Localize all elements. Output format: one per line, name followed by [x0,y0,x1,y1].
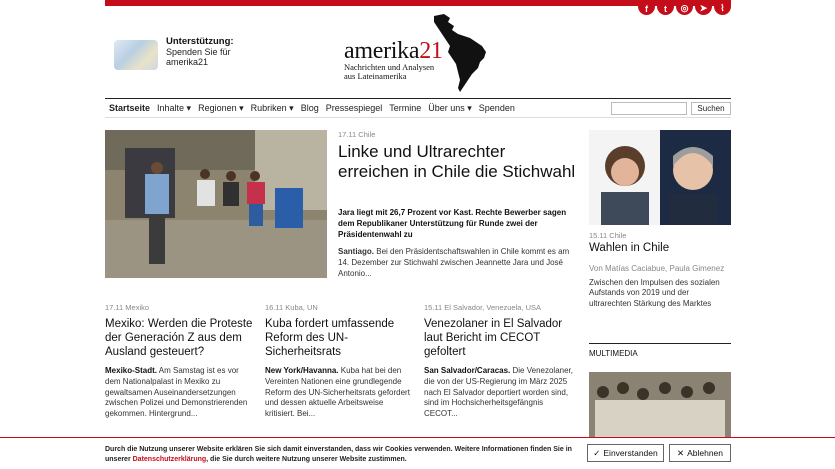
support-title: Unterstützung: [166,36,234,47]
article-card [265,303,415,420]
article-title[interactable]: Kuba fordert umfassende Reform des UN-Sicherheitsrats [265,318,395,359]
hero-body-text: Bei den Präsidentschaftswahlen in Chile kommt es am 14. Dezember zur Stichwahl zwischen Jeannette Jara und José Antonio... [338,247,570,278]
article-meta: 17.11 Mexiko [105,303,150,312]
article-meta: 15.11 El Salvador, Venezuela, USA [424,303,542,312]
cookie-banner [0,437,835,469]
article-meta: 16.11 Kuba, UN [265,303,318,312]
article-body: New York/Havanna. Kuba hat bei den Vereinten Nationen eine grundlegende Reform des UN-Sicherheitsrats gefordert und dessen aktuelle Arbeitsweise kritisiert. Bei... [265,366,410,419]
article-card [424,303,574,420]
multimedia-image[interactable] [589,372,731,440]
social-icons [638,0,731,15]
logo-wordmark: amerika21 [344,38,443,64]
nav-blog[interactable]: Blog [300,103,319,113]
accept-button[interactable]: ✓ Einverstanden [587,444,664,462]
sidebar-title[interactable]: Wahlen in Chile [589,242,670,254]
nav-termine[interactable]: Termine [389,103,422,113]
hero-dateline: Santiago. [338,247,375,256]
support-banner[interactable] [114,36,234,70]
sidebar-image[interactable] [589,130,731,225]
support-line1: Spenden Sie für [166,47,231,57]
nav-ueber-uns[interactable]: Über uns ▾ [428,102,472,113]
nav-rubriken[interactable]: Rubriken ▾ [250,102,294,113]
cookie-text: Durch die Nutzung unserer Website erklären Sie sich damit einverstanden, dass wir Cookies verwenden. Weitere Informationen finden Sie in unserer Datenschutzerklärung, die Sie durch weitere Nutzung unserer Website zustimmen. [105,446,572,464]
sidebar-authors: Von Matías Caciabue, Paula Gimenez [589,264,725,273]
twitter-icon[interactable]: t [657,0,674,15]
check-icon: ✓ [593,447,601,458]
facebook-icon[interactable]: f [638,0,655,15]
nav-spenden[interactable]: Spenden [478,103,515,113]
nav-inhalte[interactable]: Inhalte ▾ [157,102,192,113]
hero-body [338,247,574,279]
telegram-icon[interactable]: ➤ [695,0,712,15]
sidebar-meta: 15.11 Chile [589,231,627,240]
search-input[interactable] [611,102,687,115]
close-icon: ✕ [676,447,685,458]
nav-pressespiegel[interactable]: Pressespiegel [325,103,383,113]
privacy-link[interactable]: Datenschutzerklärung [132,456,207,464]
rss-icon[interactable]: ⌇ [714,0,731,15]
nav-startseite[interactable]: Startseite [109,103,151,113]
article-body: Mexiko-Stadt. Am Samstag ist es vor dem Nationalpalast in Mexiko zu gewaltsamen Auseinandersetzungen zwischen Polizei und Demonstrierenden gekommen. Hintergrund... [105,366,248,419]
hero-image[interactable] [105,130,327,278]
instagram-icon[interactable]: ◎ [676,0,693,15]
site-logo[interactable] [342,14,502,94]
article-title[interactable]: Mexiko: Werden die Proteste der Generación Z aus dem Ausland gesteuert? [105,318,253,359]
hero-title[interactable]: Linke und Ultrarechter erreichen in Chile die Stichwahl [338,142,576,182]
logo-tagline: Nachrichten und Analysen aus Lateinamerika [344,62,435,82]
hero-lead: Jara liegt mit 26,7 Prozent vor Kast. Rechte Bewerber sagen dem Republikaner Unterstützung für Runde zwei der Präsidentenwahl zu [338,208,567,239]
nav-regionen[interactable]: Regionen ▾ [198,102,244,113]
reject-button[interactable]: ✕ Ablehnen [669,444,731,462]
search-button[interactable]: Suchen [691,102,731,115]
article-card [105,303,255,420]
multimedia-heading: MULTIMEDIA [589,343,731,358]
hero-meta: 17.11 Chile [338,130,376,139]
article-body: San Salvador/Caracas. Die Venezolaner, die von der US-Regierung im März 2025 nach El Salvador deportiert worden sind, sind im Hochsicherheitsgefängnis CECOT... [424,366,573,419]
main-nav [105,98,731,118]
support-line2: amerika21 [166,57,209,68]
support-image [114,40,158,70]
article-title[interactable]: Venezolaner in El Salvador laut Bericht im CECOT gefoltert [424,318,563,359]
sidebar-body: Zwischen den Impulsen des sozialen Aufstands von 2019 und der ultrarechten Stärkung des Marktes [589,278,720,308]
